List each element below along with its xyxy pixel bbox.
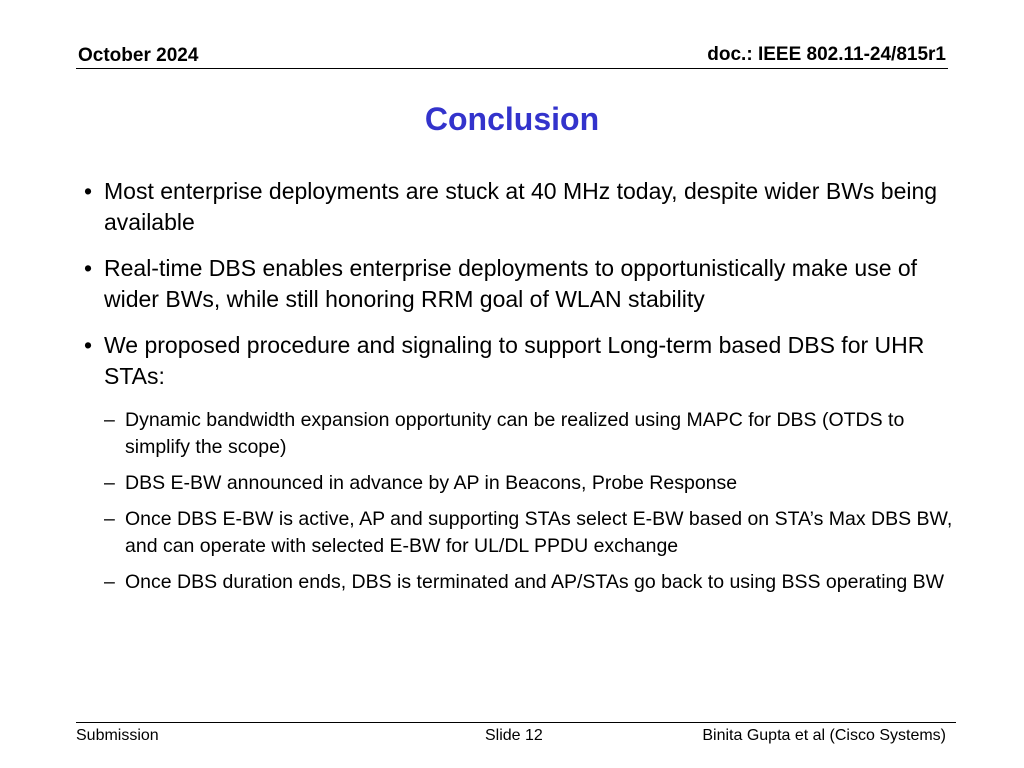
- footer-authors: Binita Gupta et al (Cisco Systems): [702, 727, 946, 744]
- bullet-text: We proposed procedure and signaling to support Long-term based DBS for UHR STAs:: [104, 332, 925, 389]
- sub-bullet-text: Dynamic bandwidth expansion opportunity can be realized using MAPC for DBS (OTDS to simplify the scope): [125, 409, 905, 458]
- sub-bullet-text: Once DBS duration ends, DBS is terminated and AP/STAs go back to using BSS operating BW: [125, 571, 945, 593]
- bullet-item: [84, 253, 964, 315]
- bullet-item: [84, 176, 964, 238]
- sub-bullet-item: [104, 569, 964, 596]
- bullet-marker: •: [84, 255, 93, 281]
- sub-bullet-marker: –: [104, 472, 115, 494]
- header-divider: [76, 68, 948, 69]
- sub-bullet-marker: –: [104, 409, 115, 431]
- sub-bullet-marker: –: [104, 508, 115, 530]
- footer-submission: Submission: [76, 727, 159, 744]
- header-document-id: doc.: IEEE 802.11-24/815r1: [707, 44, 946, 65]
- slide-number: Slide 12: [485, 727, 543, 744]
- sub-bullet-marker: –: [104, 571, 115, 593]
- sub-bullet-item: [104, 470, 964, 497]
- bullet-text: Real-time DBS enables enterprise deployments to opportunistically make use of wider BWs, while still honoring RRM goal of WLAN stability: [104, 255, 918, 312]
- bullet-marker: •: [84, 178, 93, 204]
- slide-content: [84, 176, 964, 605]
- footer-divider: [76, 722, 956, 723]
- sub-bullet-item: [104, 506, 964, 560]
- slide-title: Conclusion: [424, 101, 600, 137]
- bullet-text: Most enterprise deployments are stuck at 40 MHz today, despite wider BWs being available: [104, 178, 938, 235]
- sub-bullet-list: [85, 407, 964, 596]
- sub-bullet-item: [104, 407, 964, 461]
- header-date: October 2024: [78, 45, 199, 66]
- sub-bullet-text: DBS E-BW announced in advance by AP in Beacons, Probe Response: [125, 472, 738, 494]
- bullet-marker: •: [84, 332, 93, 358]
- bullet-item: [84, 330, 964, 392]
- sub-bullet-text: Once DBS E-BW is active, AP and supporting STAs select E-BW based on STA’s Max DBS BW, and can operate with selected E-BW for UL/DL PPDU exchange: [125, 508, 953, 557]
